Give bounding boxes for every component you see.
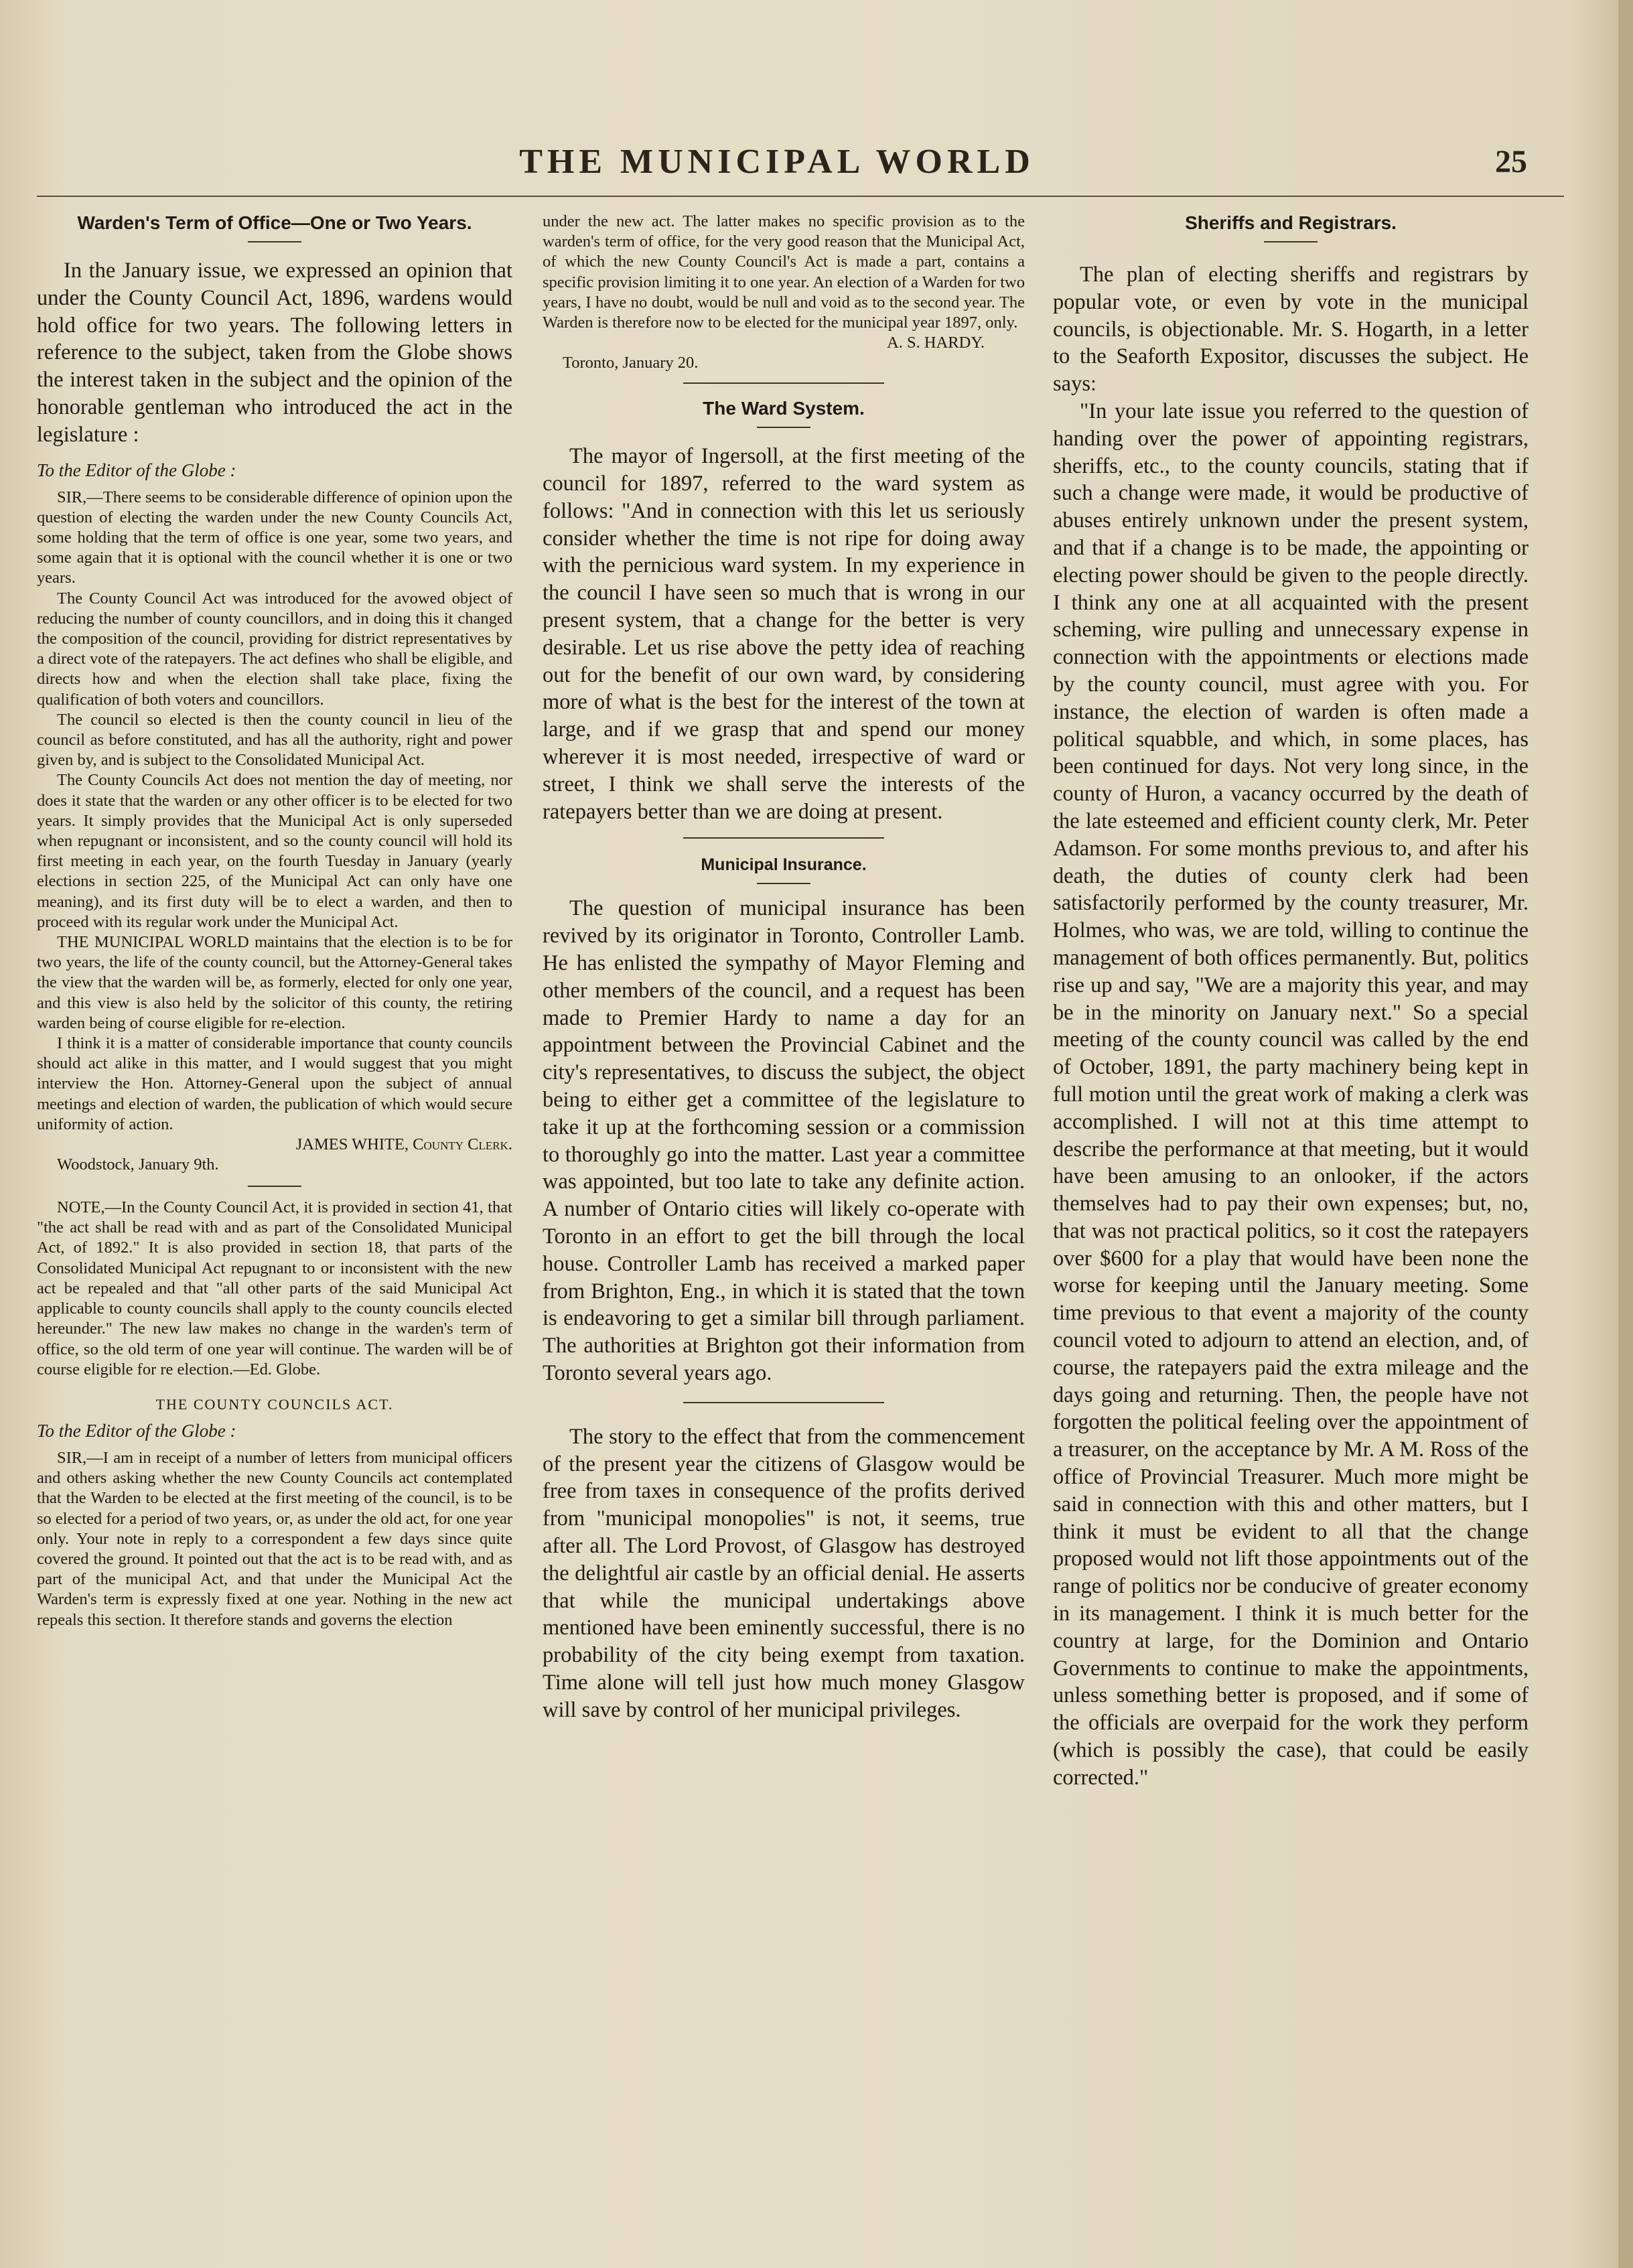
divider	[683, 837, 884, 839]
letter-signature: JAMES WHITE, County Clerk.	[295, 1135, 512, 1154]
page-number: 25	[1495, 144, 1527, 180]
divider	[757, 427, 810, 428]
article-body-municipal-insurance: The question of municipal insurance has been revived by its originator in Toronto, Controller Lamb. He has enlisted the sympathy of Mayor Fleming and other members of the council, and a request has been made to Premier Hardy to name a day for an appointment between the Provincial Cabinet and the city's representatives, to discuss the subject, the object being to either get a committee of the legislature to take it up at the forthcoming session or a commission to thoroughly go into the matter. Last year a committee was appointed, but too late to take any definite action. A number of Ontario cities will likely co-operate with Toronto in an effort to get the bill through the local house. Controller Lamb has received a marked paper from Brighton, Eng., in which it is stated that the town is endeavoring to get a similar bill through parliament. The authorities at Brighton got their information from Toronto several years ago.	[543, 896, 1025, 1385]
letter-paragraph: SIR,—There seems to be considerable difference of opinion upon the question of electing the warden under the new County Councils Act, some holding that the term of office is one year, some two years, and some again that it is optional with the council whether it is one or two years.	[37, 488, 512, 587]
letter-place-date: Woodstock, January 9th.	[57, 1155, 219, 1174]
letter-place-date: Toronto, January 20.	[563, 354, 699, 372]
article-heading-wardens-term: Warden's Term of Office—One or Two Years.	[77, 212, 472, 233]
masthead-title: THE MUNICIPAL WORLD	[519, 143, 1035, 181]
divider	[757, 883, 810, 884]
divider	[248, 241, 301, 242]
article-body-glasgow: The story to the effect that from the commencement of the present year the citizens of Glasgow would be free from taxes in consequence of the profits derived from "municipal monopolies" is not, it seems, true after all. The Lord Provost, of Glasgow has destroyed the delightful air castle by an official denial. He asserts that while the municipal undertakings above mentioned have been eminently successful, there is no probability of the city being exempt from taxation. Time alone will tell just how much money Glasgow will save by control of her municipal privileges.	[543, 1424, 1025, 1722]
letter-paragraph: SIR,—I am in receipt of a number of letters from municipal officers and others asking whether the new County Councils act contemplated that the Warden to be elected at the first meeting of the council, is to be so elected for a period of two years, or, as under the old act, for one year only. Your note in reply to a correspondent a few days since quite covered the ground. It pointed out that the act is to be read with, and as part of the municipal Act, and that under the Municipal Act the Warden's term is expressly fixed at one year. Nothing in the new act repeals this section. It therefore stands and governs the election	[37, 1448, 512, 1629]
editor-note: NOTE,—In the County Council Act, it is provided in section 41, that "the act shall be read with and as part of the Consolidated Municipal Act, of 1892." It is also provided in section 18, that parts of the Consolidated Municipal Act repugnant to or inconsistent with the new act be repealed and that "all other parts of the said Municipal Act applicable to county councils shall apply to the county councils elected hereunder." The new law makes no change in the warden's term of office, so the old term of one year will continue. The warden will be of course eligible for re election.—Ed. Globe.	[37, 1198, 512, 1378]
letter-salutation: To the Editor of the Globe :	[37, 459, 236, 480]
article-heading-ward-system: The Ward System.	[703, 398, 865, 419]
article-heading-municipal-insurance: Municipal Insurance.	[701, 855, 867, 875]
column-3	[1053, 212, 1529, 1792]
header-rule	[37, 196, 1564, 197]
article-intro: In the January issue, we expressed an opinion that under the County Council Act, 1896, wardens would hold office for two years. The following letters in reference to the subject, taken from the Globe shows the interest taken in the subject and the opinion of the honorable gentleman who introduced the act in the legislature :	[37, 259, 512, 447]
divider	[1264, 241, 1318, 242]
column-1	[37, 212, 512, 1630]
column-2	[543, 212, 1025, 1723]
article-intro: The plan of electing sheriffs and registrars by popular vote, or even by vote in the municipal councils, is objectionable. Mr. S. Hogarth, in a letter to the Seaforth Expositor, discusses the subject. He says:	[1053, 263, 1529, 397]
article-body-ward-system: The mayor of Ingersoll, at the first meeting of the council for 1897, referred to the ward system as follows: "And in connection with this let us seriously consider whether the time is not ripe for doing away with the pernicious ward system. In my experience in the council I have seen so much that is wrong in our present system, that a change for the better is very desirable. Let us rise above the petty idea of reaching out for the benefit of our own ward, by considering more of what is the best for the interest of the town at large, and if we grasp that and spend our money wherever it is most needed, irrespective of ward or street, I think we shall serve the interests of the ratepayers better than we are doing at present.	[543, 444, 1025, 824]
letter-continuation: under the new act. The latter makes no specific provision as to the warden's term of office, for the very good reason that the Municipal Act, of which the new County Council's Act is made a part, contains a specific provision limiting it to one year. An election of a Warden for two years, I have no doubt, would be null and void as to the second year. The Warden is therefore now to be elected for the municipal year 1897, only.	[543, 212, 1025, 332]
subheading-county-councils-act: THE COUNTY COUNCILS ACT.	[155, 1395, 394, 1413]
letter-paragraph: The council so elected is then the county council in lieu of the council as before constituted, and has all the authority, right and power given by, and is subject to the Consolidated Municipal Act.	[37, 710, 512, 770]
letter-paragraph: I think it is a matter of considerable importance that county councils should act alike in this matter, and I would suggest that you might interview the Hon. Attorney-General upon the subject of annual meetings and election of warden, the publication of which would secure uniformity of action.	[37, 1034, 512, 1133]
letter-paragraph: The County Council Act was introduced for the avowed object of reducing the number of county councillors, and in doing this it changed the composition of the council, providing for district representatives by a direct vote of the ratepayers. The act defines who shall be eligible, and directs how and when the election shall take place, fixing the qualification of both voters and councillors.	[37, 589, 512, 709]
divider	[683, 382, 884, 384]
article-heading-sheriffs: Sheriffs and Registrars.	[1185, 212, 1397, 233]
divider	[248, 1186, 301, 1187]
page-edge	[1618, 0, 1633, 2268]
article-quote: "In your late issue you referred to the question of handing over the power of appointing registrars, sheriffs, etc., to the county councils, stating that if such a change were made, it would be productive of abuses entirely unknown under the present system, and that if a change is to be made, the appointing or electing power should be given to the people directly. I think any one at all acquainted with the present scheming, wire pulling and unnecessary expense in connection with the appointments or elections made by the county council, must agree with you. For instance, the election of warden is often made a political squabble, and which, in some places, has been continued for days. Not very long since, in the county of Huron, a vacancy occurred by the death of the late esteemed and efficient county clerk, Mr. Peter Adamson. For some months previous to, and after his death, the duties of county clerk had been satisfactorily performed by the county treasurer, Mr. Holmes, who was, we are told, willing to continue the management of both offices permanently. But, politics rise up and say, "We are a majority this year, and may be in the minority on January next." So a special meeting of the county council was called by the end of October, 1891, the party machinery being kept in full motion until the great work of making a clerk was accomplished. I will not at this time attempt to describe the performance at that meeting, but it would have been amusing to an onlooker, if the actors themselves had to pay their own expenses; but, no, that was not practical politics, so it cost the ratepayers over $600 for a play that would have been none the worse for keeping until the January meeting. Some time previous to that event a majority of the county council voted to adjourn to attend an election, and, of course, the ratepayers paid the extra mileage and the days going and returning. Then, the people have not forgotten the political feeling over the appointment of a treasurer, on the acceptance by Mr. A M. Ross of the office of Provincial Treasurer. Much more might be said in connection with this and other matters, but I think it must be evident to all that the change proposed would not lift those appointments out of the range of politics nor be conducive of greater economy in its management. I think it is much better for the country at large, for the Dominion and Ontario Governments to continue to make the appointments, unless something better is proposed, and if some of the officials are overpaid for the work they perform (which is possibly the case), that could be easily corrected."	[1053, 399, 1529, 1790]
divider	[683, 1402, 884, 1403]
letter-paragraph: The County Councils Act does not mention the day of meeting, nor does it state that the warden or any other officer is to be elected for two years. It simply provides that the Municipal Act is only superseded when repugnant or inconsistent, and so the county council will hold its first meeting in each year, on the fourth Tuesday in January (yearly elections in section 225, of the Municipal Act can only have one meaning), and its first duty will be to elect a warden, and then to proceed with its regular work under the Municipal Act.	[37, 771, 512, 931]
letter-signature: A. S. HARDY.	[887, 334, 985, 352]
letter-paragraph: THE MUNICIPAL WORLD maintains that the election is to be for two years, the life of the county council, but the Attorney-General takes the view that the warden will be, as formerly, elected for only one year, and this view is also held by the solicitor of this county, the retiring warden being of course eligible for re-election.	[37, 933, 512, 1032]
letter-salutation: To the Editor of the Globe :	[37, 1420, 236, 1441]
